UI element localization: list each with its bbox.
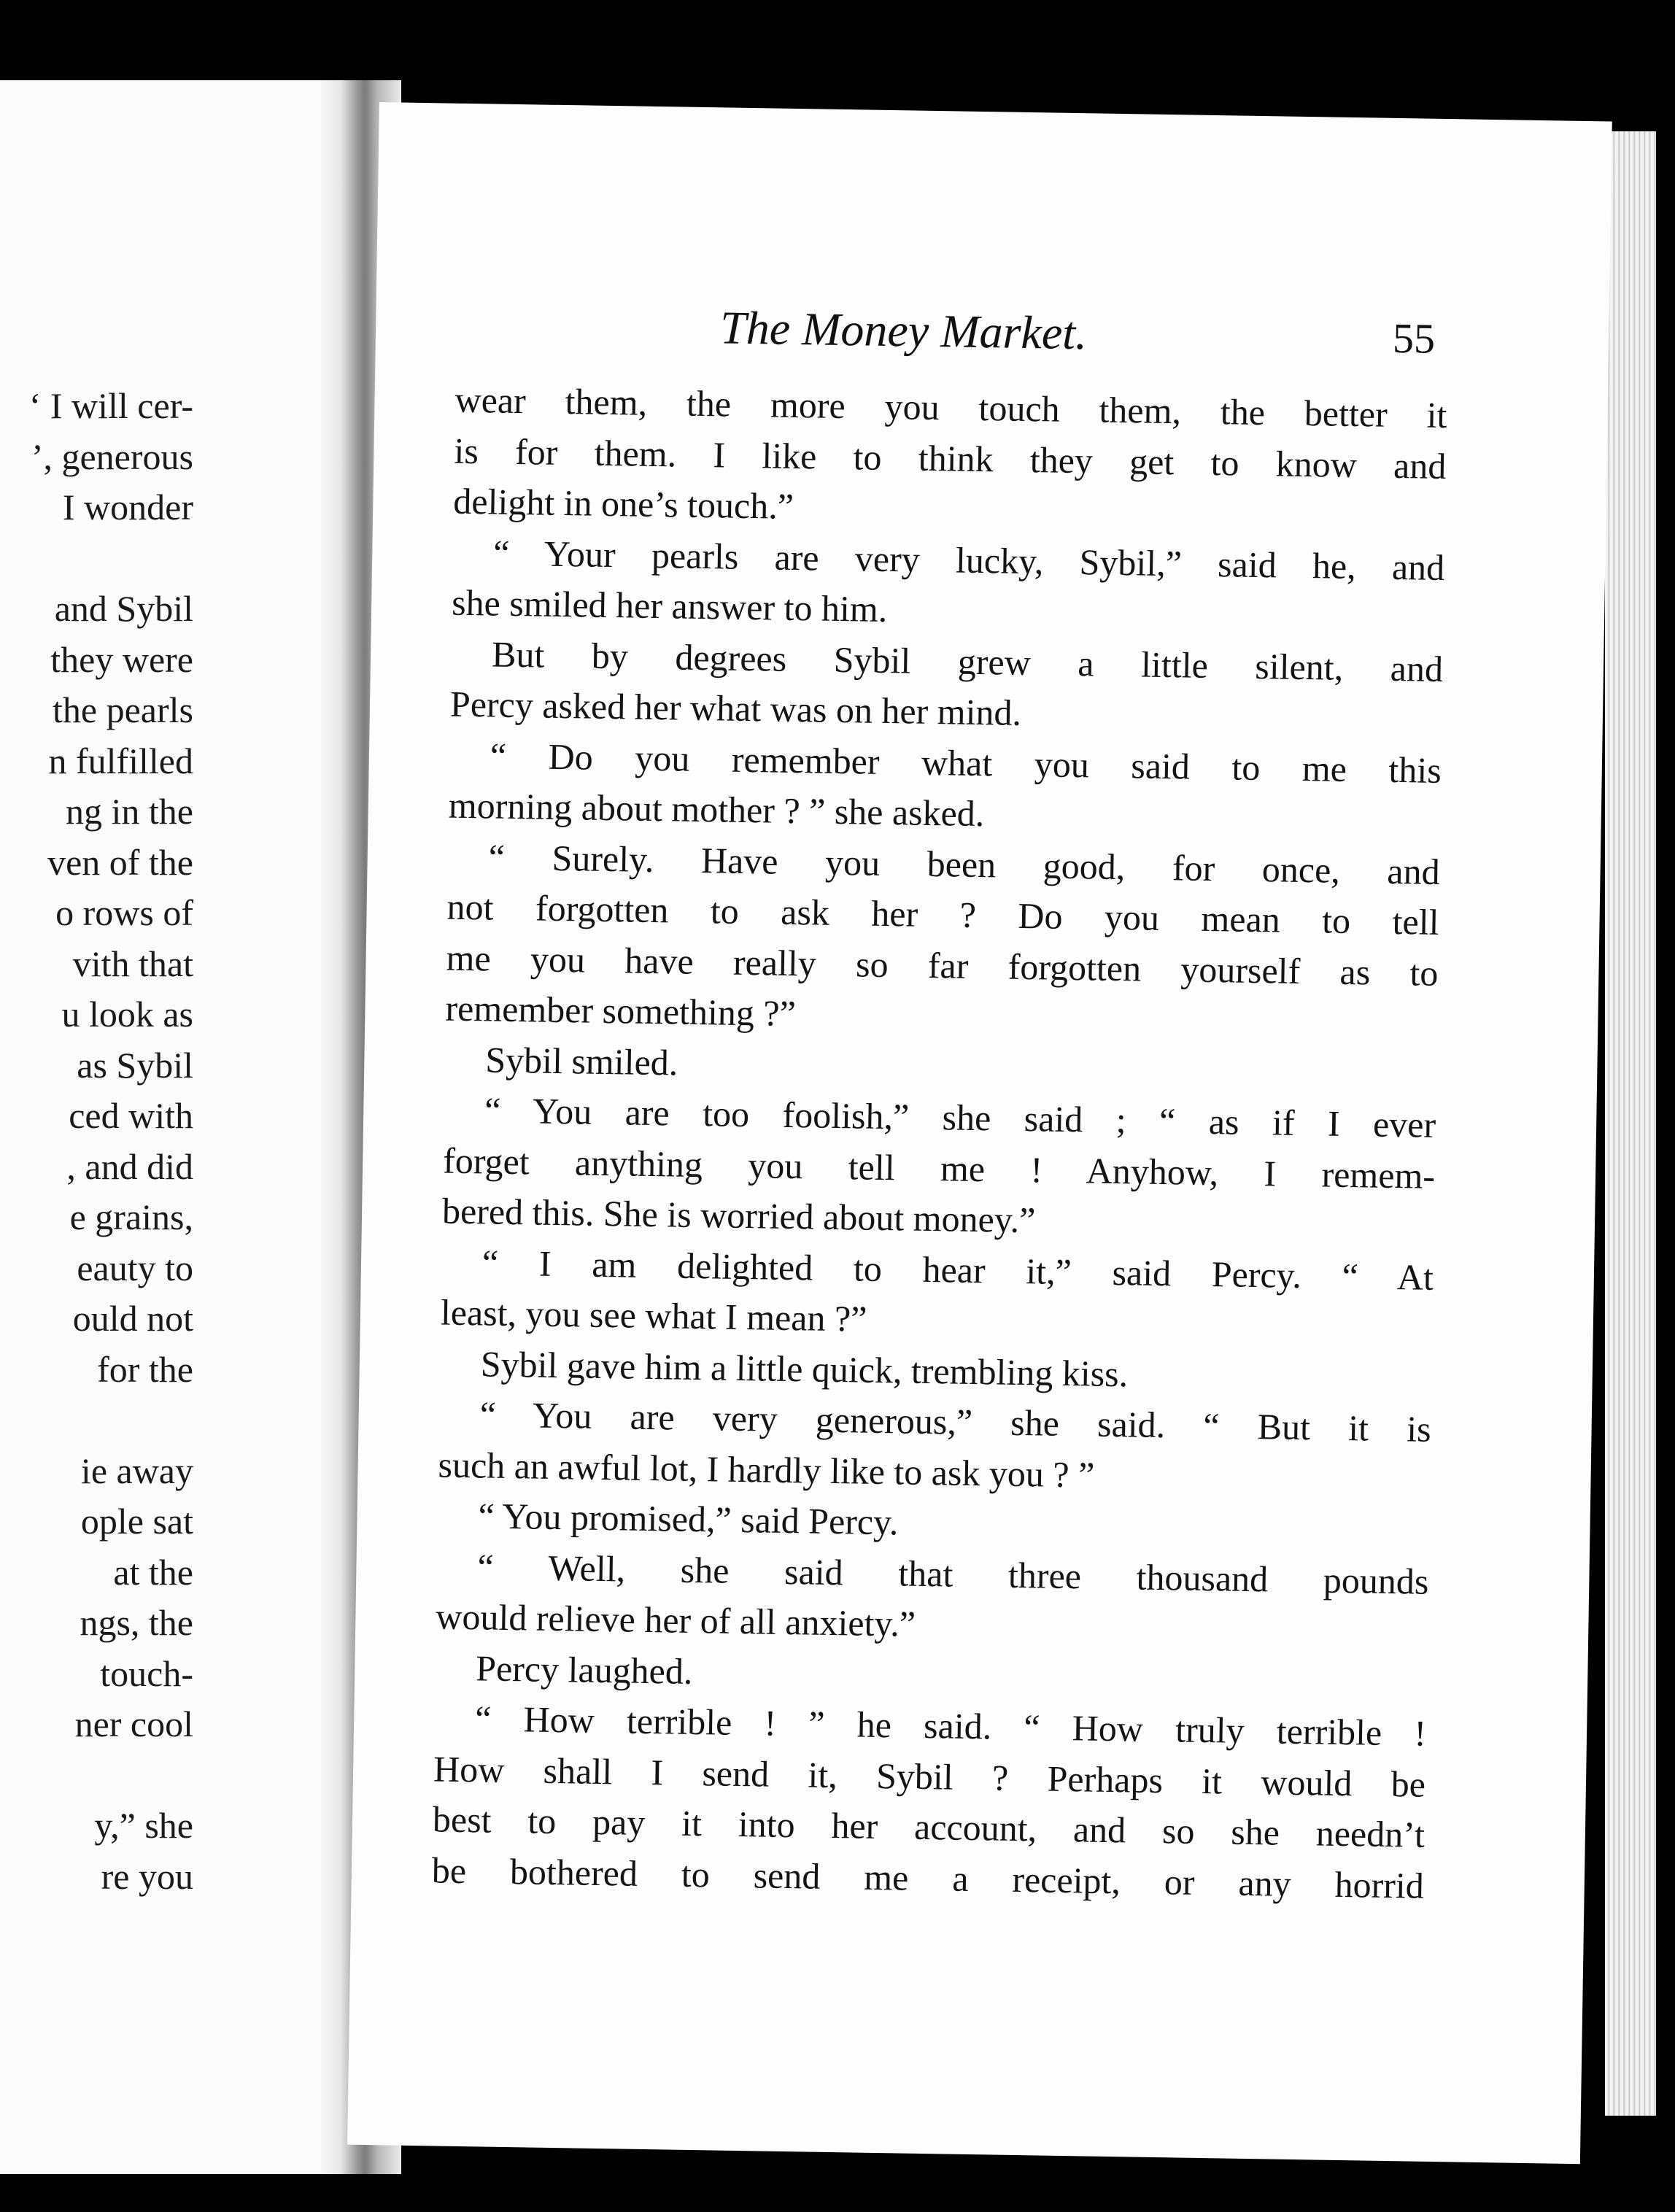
facing-page-line: they were [50, 638, 193, 680]
facing-page-line: eauty to [77, 1247, 193, 1288]
text-line: Percy laughed. [475, 1647, 693, 1692]
facing-page-line: y,” she [94, 1805, 193, 1846]
facing-page-line: as Sybil [77, 1044, 193, 1086]
facing-page-line: the pearls [53, 689, 193, 730]
text-line: “ You are too foolish,” she said ; “ as if I ever [484, 1089, 1436, 1145]
facing-page-line: re you [101, 1855, 193, 1897]
text-line: “ Your pearls are very lucky, Sybil,” said he, and [492, 532, 1445, 588]
facing-page-line: ‘ I will cer- [28, 385, 193, 426]
facing-page-line: vith that [72, 943, 193, 984]
text-line: me you have really so far forgotten yourself as to [446, 937, 1439, 994]
facing-page-line: , and did [66, 1145, 193, 1187]
page-number: 55 [1392, 314, 1436, 363]
facing-page-left [0, 80, 339, 2174]
facing-page-line: ner cool [74, 1704, 193, 1744]
text-line: is for them. I like to think they get to know and [454, 430, 1447, 487]
facing-page-line: e grains, [69, 1196, 193, 1237]
running-head-title: The Money Market. [719, 301, 1088, 360]
facing-page-line: and Sybil [54, 588, 193, 629]
facing-page-line: ced with [69, 1095, 193, 1136]
text-line: bered this. She is worried about money.” [441, 1190, 1036, 1241]
text-line: “ You promised,” said Percy. [478, 1495, 899, 1543]
facing-page-line [0, 1750, 193, 1801]
text-line: such an awful lot, I hardly like to ask you ? ” [438, 1444, 1095, 1496]
page-right [347, 102, 1612, 2164]
text-line: Sybil smiled. [484, 1038, 678, 1083]
facing-page-line [0, 1395, 193, 1446]
facing-page-line: I wonder [62, 487, 193, 527]
text-line: “ How terrible ! ” he said. “ How truly terrible ! [474, 1698, 1427, 1754]
facing-page-line: ould not [72, 1298, 193, 1339]
text-line: “ Surely. Have you been good, for once, and [488, 835, 1441, 892]
facing-page-line: ie away [80, 1450, 193, 1491]
facing-page-line: ople sat [80, 1501, 193, 1542]
facing-page-text [0, 381, 193, 1902]
text-line: delight in one’s touch.” [452, 480, 794, 527]
facing-page-line: ven of the [47, 841, 193, 883]
facing-page-line: ng in the [66, 791, 193, 832]
text-line: forget anything you tell me ! Anyhow, I remem- [442, 1140, 1436, 1196]
text-line: wear them, the more you touch them, the better it [454, 379, 1447, 436]
text-line: remember something ?” [445, 987, 797, 1035]
facing-page-line: u look as [61, 994, 193, 1035]
facing-page-line: o rows of [55, 892, 193, 933]
facing-page-line: n fulfilled [48, 740, 193, 781]
facing-page-line: at the [113, 1551, 193, 1593]
text-line: would relieve her of all anxiety.” [435, 1596, 916, 1644]
text-line: she smiled her answer to him. [451, 581, 888, 630]
text-line: “ Do you remember what you said to me this [490, 735, 1442, 791]
facing-page-line: ’, generous [31, 436, 193, 477]
text-line: “ I am delighted to hear it,” said Percy. “ At [481, 1241, 1434, 1298]
facing-page-line: touch- [100, 1652, 193, 1694]
text-line: Sybil gave him a little quick, trembling kiss. [480, 1342, 1129, 1394]
text-line: morning about mother ? ” she asked. [448, 784, 985, 835]
body-text [431, 375, 1447, 1911]
facing-page-line: ngs, the [80, 1602, 193, 1643]
text-line: How shall I send it, Sybil ? Perhaps it would be [433, 1747, 1426, 1805]
text-line: “ Well, she said that three thousand pounds [477, 1545, 1429, 1602]
facing-page-line [0, 533, 193, 584]
text-line: Percy asked her what was on her mind. [449, 683, 1022, 733]
text-line: “ You are very generous,” she said. “ But it is [479, 1393, 1432, 1450]
text-line: be bothered to send me a receipt, or any horrid [431, 1849, 1425, 1906]
facing-page-line: for the [97, 1348, 193, 1390]
text-line: not forgotten to ask her ? Do you mean to tell [446, 886, 1439, 943]
running-head [720, 298, 1436, 368]
page-edges [1605, 131, 1656, 2116]
text-line: best to pay it into her account, and so she needn’t [432, 1798, 1426, 1855]
text-line: But by degrees Sybil grew a little silent, and [491, 633, 1444, 689]
text-line: least, you see what I mean ?” [440, 1291, 867, 1339]
